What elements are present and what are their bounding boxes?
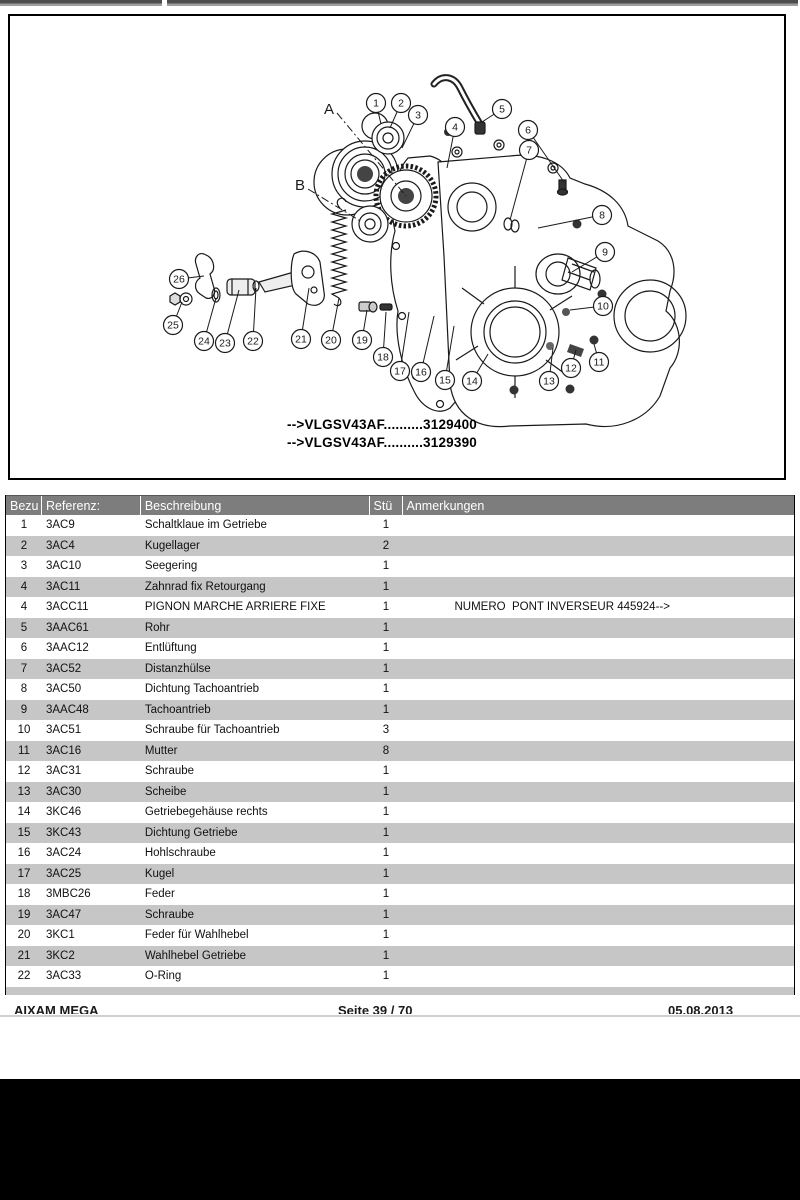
table-cell (402, 925, 794, 946)
table-cell: Rohr (144, 621, 170, 634)
table-cell: Feder (144, 888, 175, 901)
table-row (6, 905, 794, 926)
table-row (6, 720, 794, 741)
svg-text:10: 10 (597, 300, 609, 313)
table-cell: Seegering (144, 560, 198, 573)
table-cell: 2 (20, 539, 28, 552)
table-cell: 13 (17, 785, 31, 798)
table-cell: 1 (382, 560, 390, 573)
table-cell (402, 864, 794, 885)
callout-11 (590, 353, 609, 372)
table-row (6, 761, 794, 782)
table-row (6, 597, 794, 618)
axis-label-B: B (294, 177, 306, 194)
svg-text:19: 19 (356, 334, 368, 347)
table-cell: Schaltklaue im Getriebe (144, 519, 267, 532)
callout-13 (540, 372, 559, 391)
table-cell: 3AC51 (45, 724, 82, 737)
table-cell: 10 (17, 724, 31, 737)
table-cell: 1 (382, 683, 390, 696)
table-cell: 1 (382, 806, 390, 819)
table-cell: 15 (17, 826, 31, 839)
table-cell: 3AC30 (45, 785, 82, 798)
table-cell: 3AC16 (45, 744, 82, 757)
table-cell: Hohlschraube (144, 847, 216, 860)
column-header-stueck: Stü (370, 496, 403, 515)
table-cell: Dichtung Getriebe (144, 826, 238, 839)
table-cell: 1 (382, 867, 390, 880)
callout-9 (596, 243, 615, 262)
table-cell: 3KC43 (45, 826, 82, 839)
svg-text:13: 13 (543, 375, 555, 388)
table-cell: 3AAC61 (45, 621, 89, 634)
table-cell: 9 (20, 703, 28, 716)
table-cell: 1 (382, 601, 390, 614)
table-header-row (6, 495, 794, 515)
table-cell (402, 966, 794, 987)
column-header-beschreibung: Beschreibung (141, 496, 370, 515)
table-cell: 3AC24 (45, 847, 82, 860)
table-cell: Getriebegehäuse rechts (144, 806, 268, 819)
table-cell: 5 (20, 621, 28, 634)
diagram-frame (8, 14, 786, 480)
table-cell: Schraube (144, 908, 195, 921)
table-row-partial (6, 987, 794, 995)
table-cell: 1 (382, 949, 390, 962)
table-cell: 1 (382, 929, 390, 942)
table-cell (402, 700, 794, 721)
tab-segment-left[interactable] (0, 0, 162, 6)
table-cell: Entlüftung (144, 642, 197, 655)
table-cell: 3AC50 (45, 683, 82, 696)
svg-text:21: 21 (295, 333, 307, 346)
table-cell: 1 (382, 908, 390, 921)
callout-1 (367, 94, 386, 113)
table-cell (402, 515, 794, 536)
svg-text:26: 26 (173, 273, 185, 286)
table-cell (402, 556, 794, 577)
table-cell: 3AC4 (45, 539, 75, 552)
table-cell: 3KC1 (45, 929, 75, 942)
table-cell: 20 (17, 929, 31, 942)
gearbox-exploded-diagram (10, 16, 784, 478)
callout-4 (446, 118, 465, 137)
table-cell: 3AAC12 (45, 642, 89, 655)
svg-text:12: 12 (565, 362, 577, 375)
letterbox-area (0, 1079, 800, 1200)
callout-5 (493, 100, 512, 119)
svg-text:24: 24 (198, 335, 210, 348)
table-cell: 1 (382, 580, 390, 593)
part-number-line-1: -->VLGSV43AF..........3129400 (287, 417, 478, 432)
parts-table (5, 495, 795, 995)
callout-15 (436, 371, 455, 390)
table-cell: 1 (382, 765, 390, 778)
tab-segment-right[interactable] (167, 0, 798, 6)
table-body (6, 515, 794, 987)
svg-text:1: 1 (373, 97, 379, 110)
callout-19 (353, 331, 372, 350)
table-cell: 3AAC48 (45, 703, 89, 716)
table-cell: 1 (382, 970, 390, 983)
table-row (6, 679, 794, 700)
table-row (6, 741, 794, 762)
column-header-anmerkungen: Anmerkungen (406, 498, 485, 513)
callout-10 (594, 297, 613, 316)
table-row (6, 864, 794, 885)
table-cell: 3ACC11 (45, 601, 89, 614)
callout-18 (374, 348, 393, 367)
table-cell: PIGNON MARCHE ARRIERE FIXE (144, 601, 326, 614)
table-cell: NUMERO PONT INVERSEUR 445924--> (454, 601, 670, 614)
table-cell: 2 (382, 539, 390, 552)
svg-text:18: 18 (377, 351, 389, 364)
footer-page-number: Seite 39 / 70 (338, 1003, 413, 1014)
part-number-lines (287, 416, 477, 452)
table-cell: Kugellager (144, 539, 200, 552)
table-cell: 21 (17, 949, 31, 962)
table-cell: 1 (382, 519, 390, 532)
svg-text:23: 23 (219, 337, 231, 350)
table-cell: Wahlhebel Getriebe (144, 949, 247, 962)
table-cell: 4 (20, 580, 28, 593)
callout-23 (216, 334, 235, 353)
table-cell: 1 (382, 785, 390, 798)
table-row (6, 515, 794, 536)
table-cell: 16 (17, 847, 31, 860)
table-cell: Distanzhülse (144, 662, 211, 675)
table-row (6, 577, 794, 598)
footer-date: 05.08.2013 (668, 1003, 734, 1014)
svg-text:17: 17 (394, 365, 406, 378)
column-header-referenz: Referenz: (42, 496, 141, 515)
callout-26 (170, 270, 189, 289)
table-cell: Kugel (144, 867, 175, 880)
table-cell: 11 (18, 744, 30, 757)
table-cell: 1 (382, 703, 390, 716)
table-cell: 3KC46 (45, 806, 82, 819)
table-cell: 1 (382, 642, 390, 655)
table-cell: 3 (20, 560, 28, 573)
table-cell (402, 782, 794, 803)
callout-7 (520, 141, 539, 160)
footer-brand: AIXAM MEGA (14, 1003, 99, 1014)
table-row (6, 659, 794, 680)
table-row (6, 966, 794, 987)
table-cell: O-Ring (144, 970, 182, 983)
table-cell: 3AC25 (45, 867, 82, 880)
table-row (6, 802, 794, 823)
table-cell: 3KC2 (45, 949, 75, 962)
svg-text:22: 22 (247, 335, 259, 348)
table-cell: 19 (17, 908, 31, 921)
table-cell: 18 (17, 888, 31, 901)
table-cell: 3AC33 (45, 970, 82, 983)
callout-3 (409, 106, 428, 125)
table-cell (402, 905, 794, 926)
table-cell: 3AC11 (45, 580, 81, 593)
table-row (6, 823, 794, 844)
svg-text:4: 4 (452, 121, 458, 134)
table-cell: 4 (20, 601, 28, 614)
svg-text:3: 3 (415, 109, 421, 122)
svg-text:20: 20 (325, 334, 337, 347)
table-cell: 6 (20, 642, 28, 655)
callout-17 (391, 362, 410, 381)
callout-8 (593, 206, 612, 225)
table-cell: 1 (382, 621, 390, 634)
callout-12 (562, 359, 581, 378)
table-cell: 1 (382, 662, 390, 675)
axis-label-A: A (323, 101, 335, 118)
callout-21 (292, 330, 311, 349)
table-cell (402, 884, 794, 905)
table-cell (402, 823, 794, 844)
table-cell: 1 (382, 826, 390, 839)
svg-text:16: 16 (415, 366, 427, 379)
table-cell (402, 659, 794, 680)
svg-text:14: 14 (466, 375, 478, 388)
callout-24 (195, 332, 214, 351)
table-cell: 17 (17, 867, 31, 880)
table-cell: Dichtung Tachoantrieb (144, 683, 260, 696)
table-cell: 14 (17, 806, 31, 819)
table-cell: 3 (382, 724, 390, 737)
table-cell: Mutter (144, 744, 178, 757)
table-cell (402, 802, 794, 823)
callout-22 (244, 332, 263, 351)
svg-text:11: 11 (593, 356, 605, 369)
svg-text:7: 7 (526, 144, 532, 157)
table-row (6, 782, 794, 803)
table-cell: Feder für Wahlhebel (144, 929, 249, 942)
table-row (6, 946, 794, 967)
page-footer (0, 1001, 800, 1014)
table-cell: 3AC47 (45, 908, 82, 921)
table-cell (402, 843, 794, 864)
svg-text:5: 5 (499, 103, 505, 116)
table-row (6, 884, 794, 905)
table-cell: 3AC9 (45, 519, 75, 532)
table-cell: Tachoantrieb (144, 703, 211, 716)
table-cell: 8 (382, 744, 390, 757)
table-cell: 12 (17, 765, 31, 778)
svg-text:9: 9 (602, 246, 608, 259)
column-header-bezu: Bezu (6, 496, 42, 515)
table-row (6, 556, 794, 577)
table-row (6, 536, 794, 557)
page-bottom-edge (0, 1015, 800, 1017)
callout-16 (412, 363, 431, 382)
part-number-line-2: -->VLGSV43AF..........3129390 (287, 435, 478, 450)
callout-2 (392, 94, 411, 113)
table-cell: 1 (382, 847, 390, 860)
table-cell: Schraube für Tachoantrieb (144, 724, 280, 737)
table-cell (402, 741, 794, 762)
table-cell (402, 618, 794, 639)
table-cell: Zahnrad fix Retourgang (144, 580, 266, 593)
table-cell (402, 577, 794, 598)
table-cell: Schraube (144, 765, 195, 778)
table-row (6, 618, 794, 639)
callout-20 (322, 331, 341, 350)
table-row (6, 700, 794, 721)
table-cell: Scheibe (144, 785, 187, 798)
table-row (6, 925, 794, 946)
table-cell: 7 (20, 662, 28, 675)
table-row (6, 843, 794, 864)
table-cell (402, 536, 794, 557)
table-row (6, 638, 794, 659)
table-cell (402, 946, 794, 967)
svg-text:6: 6 (525, 124, 531, 137)
table-cell: 3AC52 (45, 662, 82, 675)
svg-text:15: 15 (439, 374, 451, 387)
table-cell: 1 (20, 519, 28, 532)
table-cell (402, 720, 794, 741)
table-cell (402, 761, 794, 782)
table-cell (402, 679, 794, 700)
table-cell: 8 (20, 683, 28, 696)
table-cell: 3AC10 (45, 560, 82, 573)
table-cell: 3AC31 (45, 765, 82, 778)
callout-25 (164, 316, 183, 335)
table-cell: 1 (382, 888, 390, 901)
table-cell: 22 (17, 970, 31, 983)
svg-text:25: 25 (167, 319, 179, 332)
table-cell: 3MBC26 (45, 888, 91, 901)
svg-text:2: 2 (398, 97, 404, 110)
callout-14 (463, 372, 482, 391)
table-cell (402, 638, 794, 659)
callout-6 (519, 121, 538, 140)
svg-text:8: 8 (599, 209, 605, 222)
